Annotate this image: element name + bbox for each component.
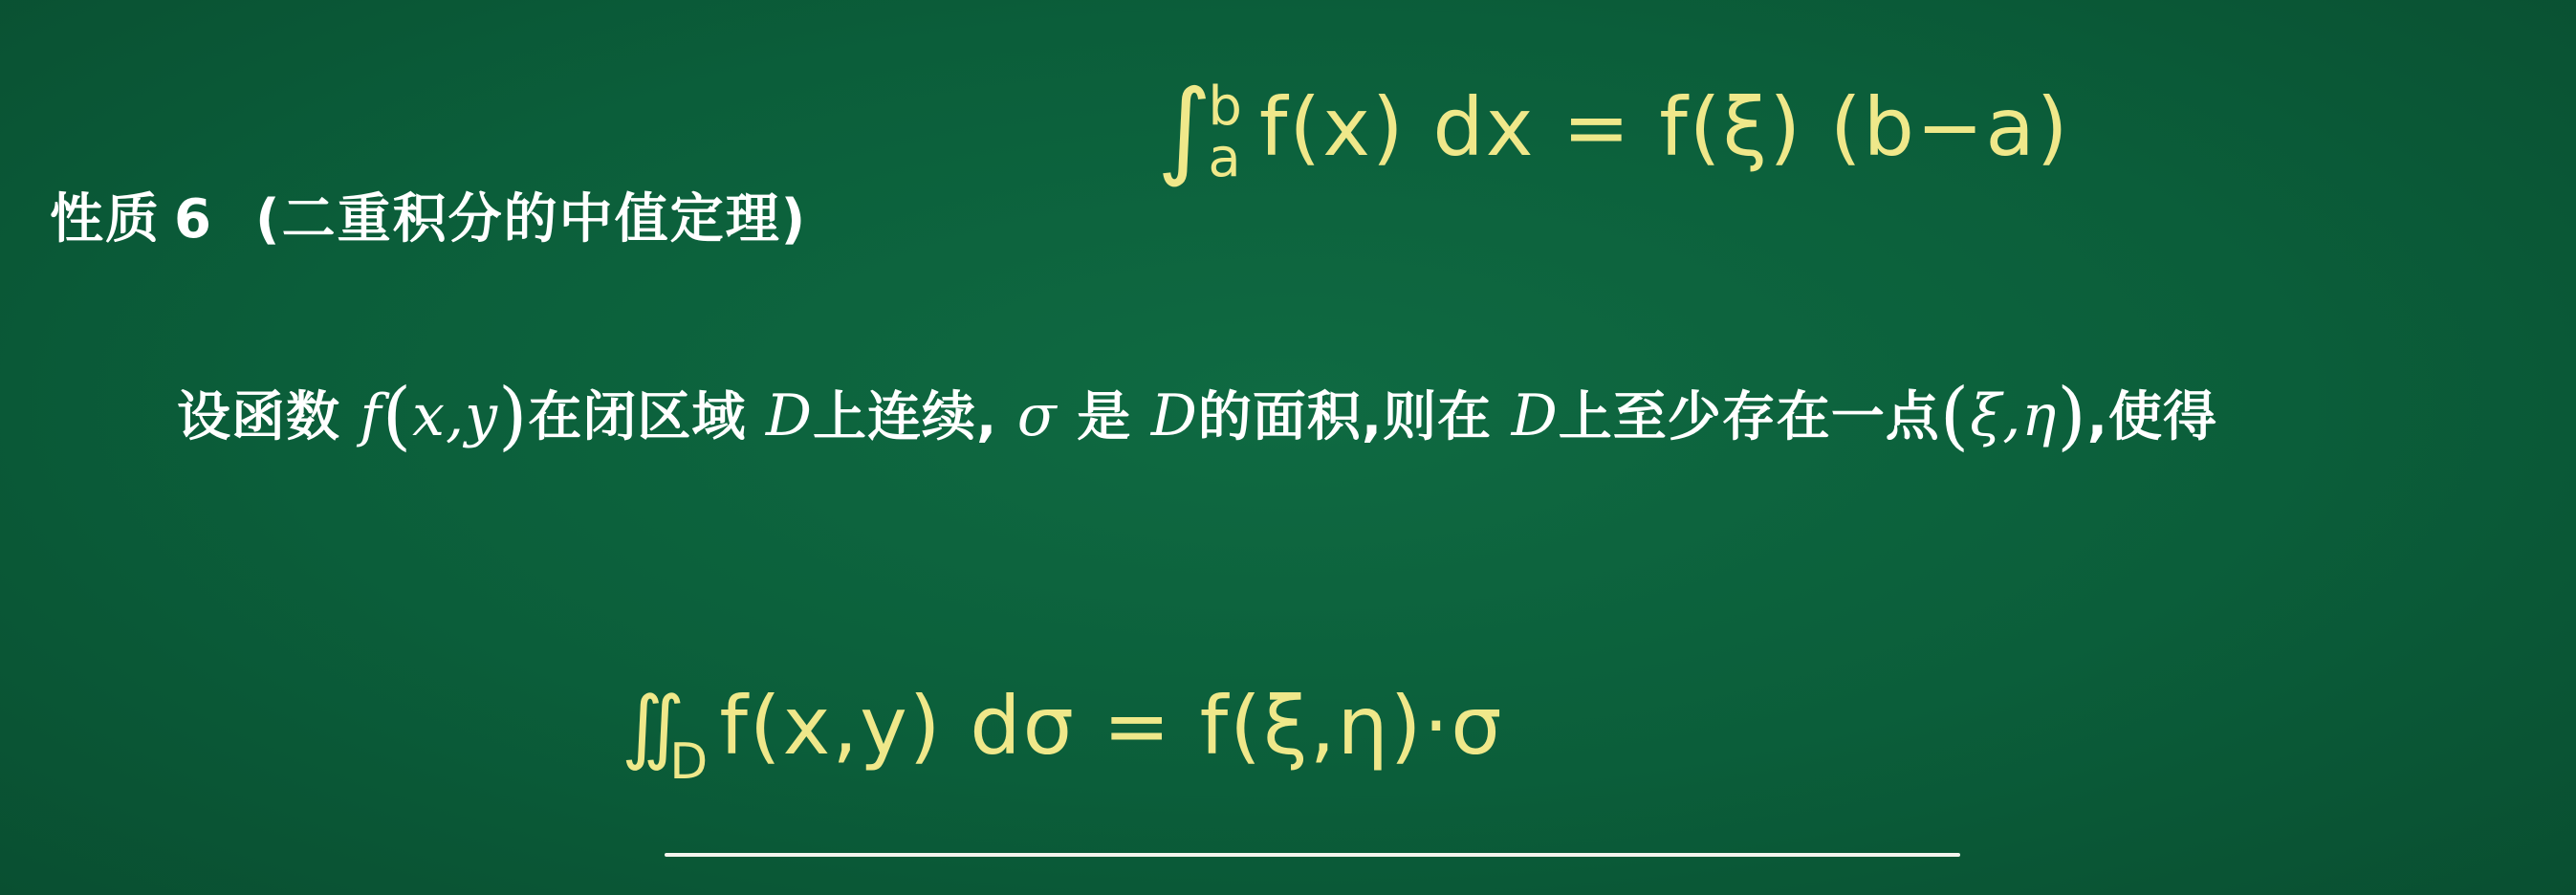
math-domain: D: [1511, 382, 1559, 449]
math-paren: (: [1939, 373, 1971, 459]
upper-limit: b: [1208, 76, 1244, 139]
property-heading: [50, 177, 807, 253]
math-domain: D: [765, 382, 814, 449]
double-integral-symbol: ∬: [622, 679, 670, 773]
math-paren: ): [497, 373, 529, 459]
integral-symbol: ∫: [1157, 67, 1214, 189]
formula-body: f(x,y) dσ = f(ξ,η)·σ: [719, 679, 1504, 773]
formula-body: f(x) dx = f(ξ) (b−a): [1258, 80, 2070, 174]
math-vars: x,y: [412, 382, 498, 449]
math-domain: D: [1150, 382, 1198, 449]
text-segment: ,使得: [2086, 386, 2217, 448]
math-paren: (: [382, 373, 413, 459]
theorem-statement: [177, 373, 2217, 459]
text-segment: 在闭区域: [528, 386, 747, 448]
heading-subtitle: (二重积分的中值定理): [254, 188, 808, 251]
text-segment: 的面积,则在: [1197, 386, 1493, 448]
chalk-underline: [665, 853, 1960, 857]
handwritten-formula-single-integral: [1157, 67, 2070, 189]
text-segment: 设函数: [177, 386, 340, 448]
lower-limit: a: [1208, 127, 1243, 190]
text-segment: 是: [1077, 386, 1132, 448]
handwritten-formula-double-integral: [622, 679, 1503, 791]
heading-label: 性质: [50, 188, 161, 251]
math-paren: ): [2057, 373, 2087, 459]
integral-region: D: [669, 733, 710, 791]
text-segment: 上连续,: [813, 386, 998, 448]
text-segment: 上至少存在一点: [1558, 386, 1940, 448]
heading-number: 6: [174, 188, 213, 251]
math-sigma: σ: [1016, 382, 1058, 449]
math-function: f: [360, 382, 382, 449]
math-point: ξ,η: [1970, 382, 2058, 449]
integral-limits: [1208, 76, 1244, 190]
